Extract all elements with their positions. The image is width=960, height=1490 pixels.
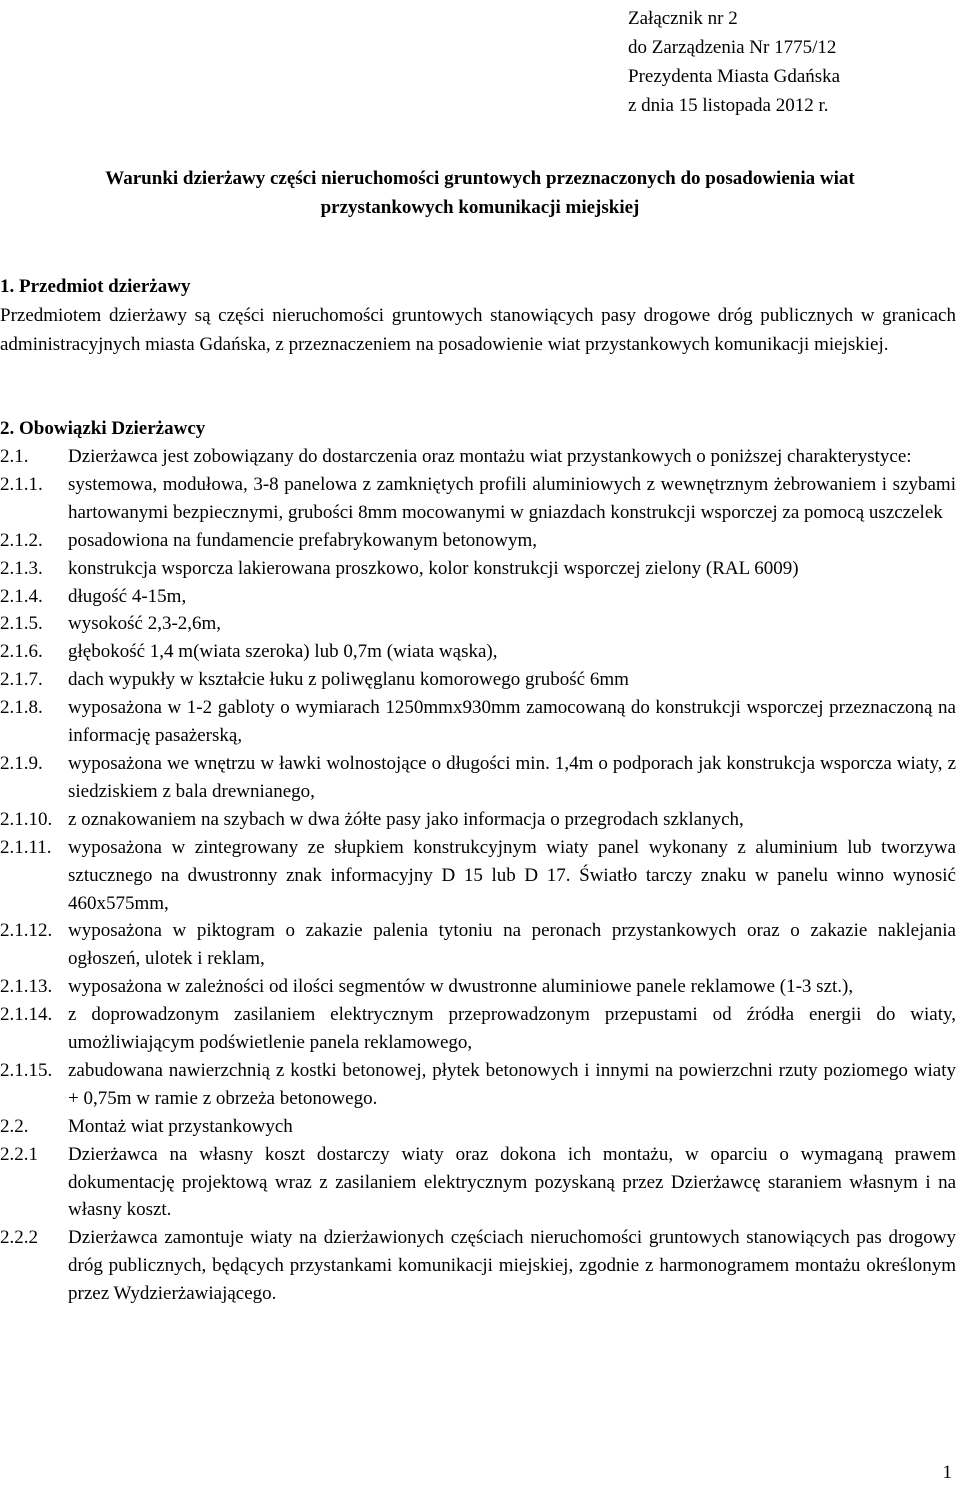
list-item-text: wyposażona w zintegrowany ze słupkiem konstrukcyjnym wiaty panel wykonany z aluminium lub tworzywa sztucznego na dwustronny znak informacyjny D 15 lub D 17. Światło tarczy znaku w panelu winno wynosić 460x575mm, [68, 836, 956, 914]
annex-line-3: Prezydenta Miasta Gdańska [628, 66, 841, 87]
list-item-text: długość 4-15m, [68, 585, 187, 607]
list-item-text: wysokość 2,3-2,6m, [68, 613, 222, 635]
list-item-number: 2.1.13. [0, 976, 53, 998]
list-item-text: systemowa, modułowa, 3-8 panelowa z zamkniętych profili aluminiowych z wewnętrznym żebrowaniem i szybami hartowanymi bezpiecznymi, grubości 8mm mocowanymi w gniazdach konstrukcji wsporczej za pomocą uszczelek [68, 473, 956, 523]
obligations-list [0, 443, 956, 1308]
list-item-text: dach wypukły w kształcie łuku z poliwęglanu komorowego grubość 6mm [68, 669, 629, 691]
list-item-text: wyposażona we wnętrzu w ławki wolnostojące o długości min. 1,4m o podporach jak konstrukcja wsporcza wiaty, z siedziskiem z bala drewnianego, [68, 752, 956, 802]
list-item-text: wyposażona w zależności od ilości segmentów w dwustronne aluminiowe panele reklamowe (1-3 szt.), [68, 976, 854, 998]
list-item-text: Dzierżawca zamontuje wiaty na dzierżawionych częściach nieruchomości gruntowych stanowiących pas drogowy dróg publicznych, będących przystankami komunikacji miejskiej, zgodnie z harmonogramem montażu określonym przez Wydzierżawiającego. [68, 1227, 956, 1305]
list-item-number: 2.1.3. [0, 557, 43, 579]
list-item-text: konstrukcja wsporcza lakierowana proszkowo, kolor konstrukcji wsporczej zielony (RAL 6009) [68, 557, 799, 579]
list-item-number: 2.1.7. [0, 669, 43, 691]
page-number: 1 [942, 1462, 952, 1483]
list-item [0, 1057, 956, 1113]
annex-line-2: do Zarządzenia Nr 1775/12 [628, 37, 837, 58]
list-item [0, 583, 956, 611]
list-item-text: głębokość 1,4 m(wiata szeroka) lub 0,7m (wiata wąska), [68, 641, 498, 663]
list-item-number: 2.1.2. [0, 529, 43, 551]
list-item-number: 2.1.10. [0, 808, 53, 830]
list-item [0, 694, 956, 750]
list-item [0, 471, 956, 527]
section-1-text: Przedmiotem dzierżawy są części nieruchomości gruntowych stanowiących pasy drogowe dróg publicznych w granicach administracyjnych miasta Gdańska, z przeznaczeniem na posadowienie wiat przystankowych komunikacji miejskiej. [0, 305, 956, 355]
section-2-heading: 2. Obowiązki Dzierżawcy [0, 418, 206, 439]
list-item [0, 1113, 956, 1141]
section-1 [0, 272, 956, 359]
list-item-number: 2.1.6. [0, 641, 43, 663]
list-item [0, 443, 956, 471]
list-item-number: 2.1.14. [0, 1004, 53, 1026]
annex-line-4: z dnia 15 listopada 2012 r. [628, 95, 829, 116]
list-item [0, 973, 956, 1001]
list-item [0, 1001, 956, 1057]
list-item-number: 2.1.4. [0, 585, 43, 607]
list-item-number: 2.1.1. [0, 473, 43, 495]
document-title-line-1: Warunki dzierżawy części nieruchomości gruntowych przeznaczonych do posadowienia wiat [105, 168, 855, 189]
section-2 [0, 414, 956, 443]
list-item [0, 666, 956, 694]
list-item-text: posadowiona na fundamencie prefabrykowanym betonowym, [68, 529, 538, 551]
list-item [0, 610, 956, 638]
list-item [0, 917, 956, 973]
list-item-number: 2.1.9. [0, 752, 43, 774]
list-item-text: z oznakowaniem na szybach w dwa żółte pasy jako informacja o przegrodach szklanych, [68, 808, 744, 830]
list-item [0, 750, 956, 806]
list-item [0, 527, 956, 555]
list-item-number: 2.2.1 [0, 1143, 38, 1165]
list-item-number: 2.1.11. [0, 836, 52, 858]
list-item-text: Dzierżawca na własny koszt dostarczy wiaty oraz dokona ich montażu, w oparciu o wymaganą prawem dokumentację projektową wraz z zasilaniem elektrycznym pozyskaną przez Dzierżawcę staraniem własnym i na własny koszt. [68, 1143, 956, 1221]
document-title-line-2: przystankowych komunikacji miejskiej [320, 197, 640, 218]
section-1-heading: 1. Przedmiot dzierżawy [0, 276, 191, 297]
list-item-number: 2.1. [0, 446, 29, 467]
list-item-number: 2.1.8. [0, 697, 43, 719]
list-item [0, 638, 956, 666]
list-item [0, 806, 956, 834]
annex-header [628, 4, 840, 120]
list-item-text: z doprowadzonym zasilaniem elektrycznym przeprowadzonym przepustami od źródła energii do wiaty, umożliwiającym podświetlenie panela reklamowego, [68, 1004, 956, 1054]
document-title [0, 164, 960, 222]
list-item [0, 834, 956, 918]
list-item-number: 2.1.15. [0, 1059, 53, 1081]
annex-line-1: Załącznik nr 2 [628, 8, 738, 29]
list-item-text: Dzierżawca jest zobowiązany do dostarczenia oraz montażu wiat przystankowych o poniższej charakterystyce: [68, 446, 912, 467]
list-item-number: 2.2. [0, 1115, 29, 1137]
list-item [0, 1141, 956, 1225]
list-item-text: wyposażona w piktogram o zakazie palenia tytoniu na peronach przystankowych oraz o zakazie naklejania ogłoszeń, ulotek i reklam, [68, 920, 956, 970]
list-item-number: 2.1.5. [0, 613, 43, 635]
list-item-number: 2.2.2 [0, 1227, 38, 1249]
list-item-text: zabudowana nawierzchnią z kostki betonowej, płytek betonowych i innymi na powierzchni rzuty poziomego wiaty + 0,75m w ramie z obrzeża betonowego. [68, 1059, 956, 1109]
list-item-text: wyposażona w 1-2 gabloty o wymiarach 1250mmx930mm zamocowaną do konstrukcji wsporczej przeznaczoną na informację pasażerską, [68, 697, 956, 747]
list-item [0, 1224, 956, 1308]
list-item [0, 555, 956, 583]
list-item-text: Montaż wiat przystankowych [68, 1115, 293, 1137]
list-item-number: 2.1.12. [0, 920, 53, 942]
